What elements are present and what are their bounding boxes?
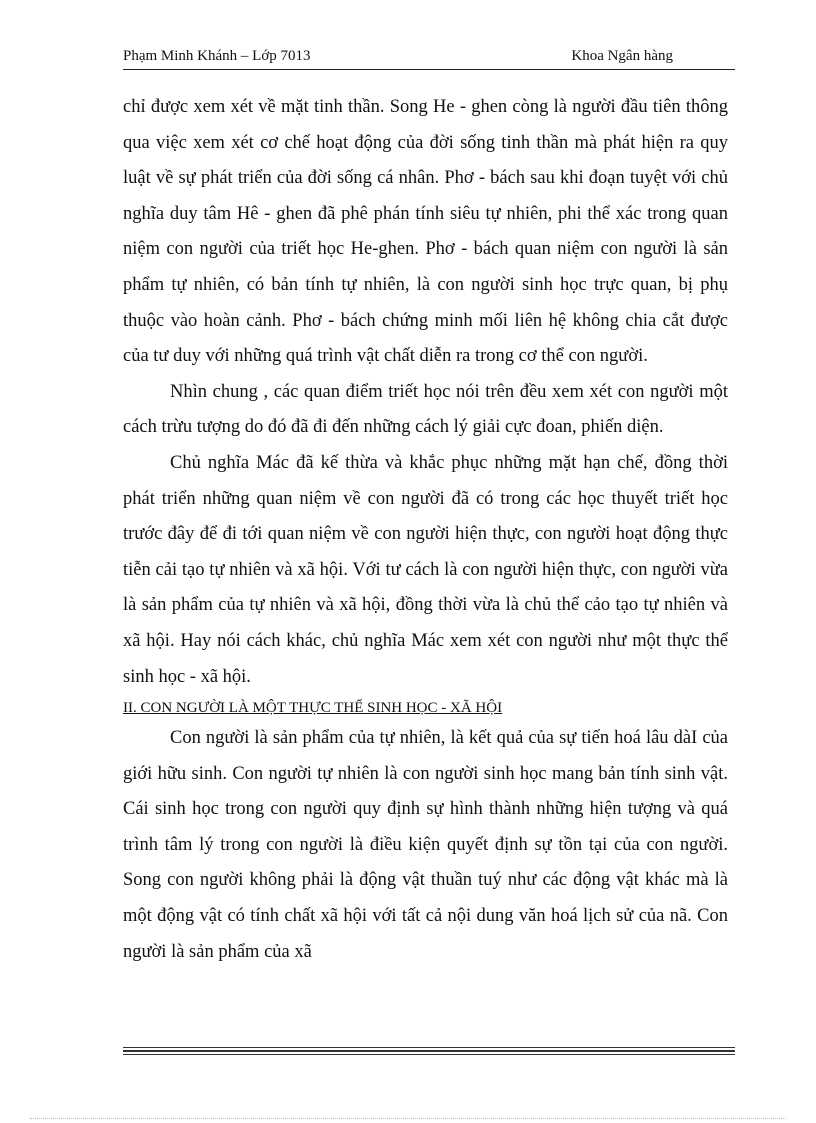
section-heading: II. CON NGƯỜI LÀ MỘT THỰC THỂ SINH HỌC - XÃ HỘI [123,700,503,717]
footer-divider-top [123,1047,735,1048]
document-body [123,90,728,970]
footer-divider-bottom [123,1054,735,1055]
header-divider [123,69,735,70]
paragraph-summary: Nhìn chung , các quan điểm triết học nói trên đều xem xét con người một cách trừu tượng do đó đã đi đến những cách lý giải cực đoan, phiến diện. [123,381,728,438]
page-edge [30,1118,786,1119]
header-author-class: Phạm Minh Khánh – Lớp 7013 [123,48,311,64]
paragraph-biological-social: Con người là sản phẩm của tự nhiên, là kết quả của sự tiến hoá lâu dàI của giới hữu sinh. Con người tự nhiên là con người sinh học mang bản tính sinh vật. Cái sinh học trong con người quy định sự hình thành những hiện tượng và quá trình tâm lý trong con người là điều kiện quyết định sự tồn tại của con người. Song con người không phải là động vật thuần tuý như các động vật khác mà là một động vật có tính chất xã hội với tất cả nội dung văn hoá lịch sử của nã. Con người là sản phẩm của xã [123,728,728,962]
page-header [123,48,735,70]
paragraph-marxism: Chủ nghĩa Mác đã kế thừa và khắc phục những mặt hạn chế, đồng thời phát triển những quan niệm về con người đã có trong các học thuyết triết học trước đây để đi tới quan niệm về con người hiện thực, con người hoạt động thực tiễn cải tạo tự nhiên và xã hội. Với tư cách là con người hiện thực, con người vừa là sản phẩm của tự nhiên và xã hội, đồng thời vừa là chủ thể cảo tạo tự nhiên và xã hội. Hay nói cách khác, chủ nghĩa Mác xem xét con người như một thực thể sinh học - xã hội. [123,452,728,687]
footer-divider-middle [123,1050,735,1052]
paragraph-hegel-feuerbach: chỉ được xem xét về mặt tinh thần. Song He - ghen còng là người đầu tiên thông qua việc xem xét cơ chế hoạt động của đời sống tinh thần mà phát hiện ra quy luật về sự phát triển của đời sống cá nhân. Phơ - bách sau khi đoạn tuyệt với chủ nghĩa duy tâm Hê - ghen đã phê phán tính siêu tự nhiên, phi thể xác trong quan niệm con người của triết học He-ghen. Phơ - bách quan niệm con người là sản phẩm tự nhiên, có bản tính tự nhiên, là con người sinh học trực quan, bị phụ thuộc vào hoàn cảnh. Phơ - bách chứng minh mối liên hệ không chia cắt được của tư duy với những quá trình vật chất diễn ra trong cơ thể con người. [123,97,728,367]
header-department: Khoa Ngân hàng [571,48,673,64]
